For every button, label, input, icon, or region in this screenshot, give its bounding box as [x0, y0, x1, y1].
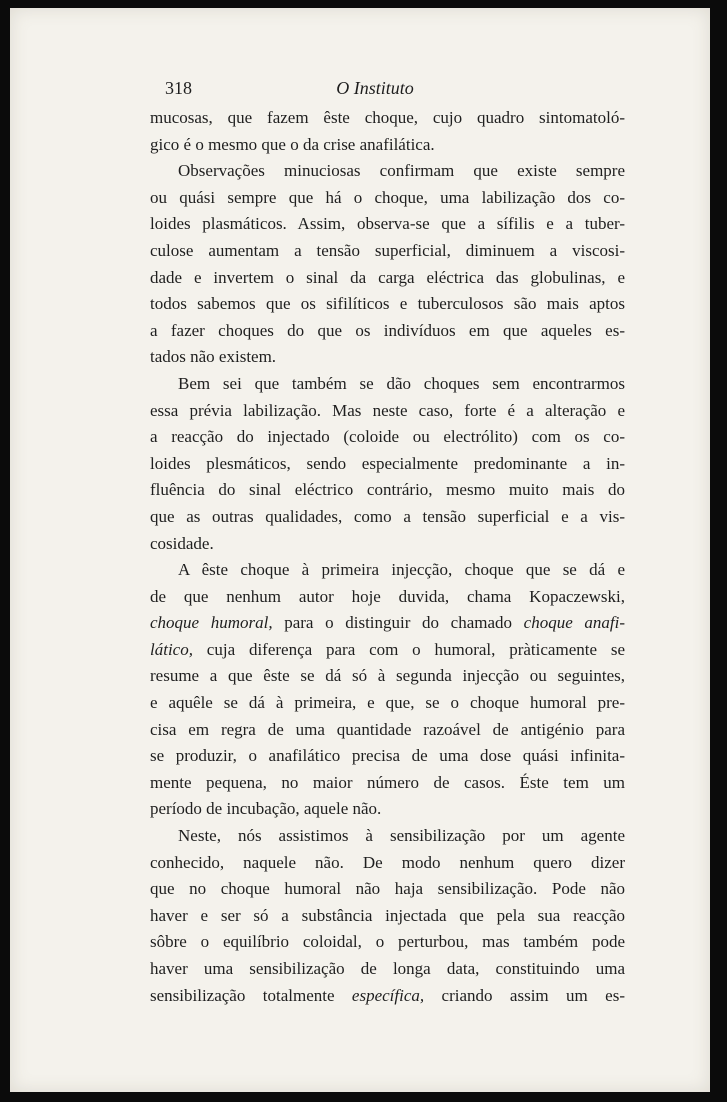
text-line: tados não existem. [150, 347, 277, 367]
running-head [165, 78, 635, 106]
page-number: 318 [165, 78, 192, 98]
text-line: mente pequena, no maior número de casos. Éste tem um [150, 772, 625, 792]
italic-term: lático, [150, 639, 193, 659]
text-line: haver uma sensibilização de longa data, constituindo uma [150, 959, 625, 978]
text-line: A êste choque à primeira injecção, choque que se dá e [178, 560, 625, 580]
text-line: gico é o mesmo que o da crise anafilática. [150, 134, 435, 154]
text-line: a fazer choques do que os indivíduos em que aqueles es- [150, 320, 625, 340]
text-line: dade e invertem o sinal da carga eléctrica das globulinas, e [150, 267, 625, 287]
text-line [150, 983, 625, 1010]
text-line: Neste, nós assistimos à sensibilização por um agente [178, 826, 625, 846]
text-line: que as outras qualidades, como a tensão superficial e a vis- [150, 506, 625, 526]
text-segment: criando assim um es- [424, 985, 625, 1005]
text-segment: para o distinguir do chamado [272, 613, 524, 633]
text-line: loides plasmáticos. Assim, observa-se que a sífilis e a tuber- [150, 214, 625, 234]
text-line: período de incubação, aquele não. [150, 799, 382, 819]
text-line: culose aumentam a tensão superficial, diminuem a viscosi- [150, 240, 625, 260]
text-line: e aquêle se dá à primeira, e que, se o choque humoral pre- [150, 693, 625, 713]
text-line: sôbre o equilíbrio coloidal, o perturbou, mas também pode [150, 932, 625, 952]
text-line [150, 637, 625, 664]
italic-term: choque anafi- [523, 613, 626, 633]
italic-term: choque humoral, [150, 613, 273, 633]
italic-term: específica, [351, 985, 425, 1005]
text-segment: cuja diferença para com o humoral, pràticamente se [192, 639, 625, 659]
text-line: todos sabemos que os sifilíticos e tuberculosos são mais aptos [150, 294, 625, 314]
text-segment: sensibilização totalmente [150, 985, 352, 1005]
text-line: conhecido, naquele não. De modo nenhum quero dizer [150, 852, 625, 872]
text-line: se produzir, o anafilático precisa de uma dose quási infinita- [150, 746, 625, 766]
text-line: haver e ser só a substância injectada que pela sua reacção [150, 905, 625, 925]
text-line [150, 610, 625, 637]
text-line: de que nenhum autor hoje duvida, chama Kopaczewski, [150, 586, 625, 606]
text-line: que no choque humoral não haja sensibilização. Pode não [150, 879, 625, 899]
text-line: ou quási sempre que há o choque, uma labilização dos co- [150, 187, 625, 207]
text-line: a reacção do injectado (coloide ou electrólito) com os co- [150, 427, 625, 447]
text-line: Bem sei que também se dão choques sem encontrarmos [178, 373, 625, 393]
text-line: cosidade. [150, 533, 214, 553]
text-line: loides plesmáticos, sendo especialmente predominante a in- [150, 453, 625, 473]
text-line: resume a que êste se dá só à segunda injecção ou seguintes, [150, 666, 625, 686]
text-line: mucosas, que fazem êste choque, cujo quadro sintomatoló- [150, 108, 625, 127]
text-line: fluência do sinal eléctrico contrário, mesmo muito mais do [150, 480, 625, 500]
text-line: cisa em regra de uma quantidade razoável de antigénio para [150, 719, 625, 739]
body-text [150, 105, 625, 1009]
text-line: essa prévia labilização. Mas neste caso, forte é a alteração e [150, 400, 625, 420]
text-line: Observações minuciosas confirmam que existe sempre [178, 161, 625, 181]
journal-title: O Instituto [336, 78, 414, 98]
